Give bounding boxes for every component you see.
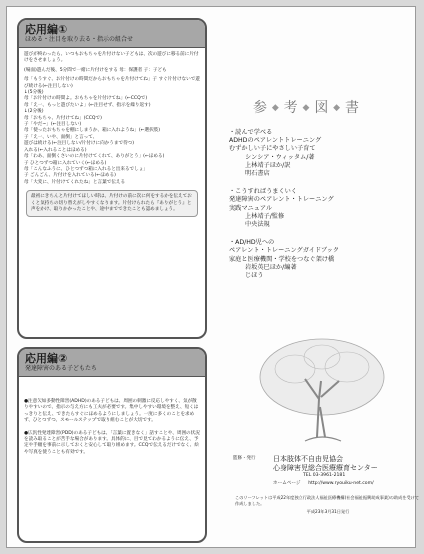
ref-title-line: 家庭と医療機関・学校をつなぐ架け橋 [229, 255, 335, 263]
card-body [19, 48, 205, 217]
ref-title-line: ・AD/HD児への [229, 239, 275, 247]
publisher-phone: TEL 03-3961-2181 [303, 473, 346, 479]
application-card-1 [17, 18, 207, 339]
card-subtitle: ほめる・注目を取り去る・指示の組合せ [25, 36, 134, 43]
title-separator-dot: ◆ [298, 103, 315, 113]
dialogue-step: 子 ひとつずつ箱に入れていく(←ほめる) [24, 160, 107, 166]
publisher-label: 監修・発行 [233, 456, 256, 461]
reference-item [229, 188, 419, 229]
scene-description: (場面)遊んだ後、5分間で一緒に片付けをする 母：保護者 子：子ども [24, 67, 167, 73]
publisher-row [233, 455, 423, 487]
ref-publisher: じほう [245, 272, 264, 280]
dialogue-step: 子 ごんごん、片付けを入れている(←ほめる) [24, 173, 116, 179]
dialogue-step: 遊びは続ける(←注目しない/片付けに向かうまで待つ) [24, 141, 135, 147]
dialogue-step: ↓(5分後) [24, 90, 44, 96]
ref-title-line: 発達障害のペアレント・トレーニング [229, 196, 334, 204]
dialogue-steps [24, 77, 200, 186]
ref-title-line: ADHDのペアレントトレーニング [229, 137, 322, 145]
references-title [253, 97, 360, 117]
adhd-paragraph: ●注意欠如多動性障害(ADHD)のある子どもは、周囲の刺激に反応しやすく、気が散りやすいので、指示の与え方にも工夫が必要です。集中しやすい環境を整え、短くはっきりと伝え、できたらすぐにほめるようにしましょう。一度に多くのことを求めず、ひとつずつ、スモールステップで取り組むことが大切です。 [24, 399, 199, 424]
dialogue-step: 母「もうすぐ、お片付けの時間だからおもちゃを片付けてね」子 すぐ片付けないで遊び続ける(←注目しない) [24, 77, 200, 89]
application-card-2 [17, 347, 207, 543]
publisher-org-1: 日本肢体不自由児協会 [273, 455, 343, 463]
card-title: 応用編② [25, 352, 68, 365]
title-character: 図 [314, 100, 330, 116]
card-header [19, 349, 205, 377]
publisher-org-2: 心身障害児総合医療療育センター [273, 463, 378, 472]
title-separator-dot: ◆ [268, 103, 284, 113]
ref-author: 岩坂英巳ほか/編著 [245, 263, 297, 271]
dialogue-step: 母「おもちゃ、片付けてね」(CCQで) [24, 115, 102, 121]
dialogue-step: 入れる(←入れることはほめる) [24, 147, 87, 153]
publish-date: 平成23年3月31日発行 [306, 509, 350, 515]
dialogue-step: ↓(2分後) [24, 109, 44, 115]
homepage-link[interactable]: http://www.ryouiku-net.com/ [308, 480, 374, 486]
reference-list [229, 129, 419, 290]
tree-illustration [255, 337, 389, 447]
dialogue-step: 母「え一、もっと遊びたいよ」(←注目せず、指示を繰り返す) [24, 102, 151, 108]
tip-note: 最初にきちんと片付けてほしい時は、片付けの前に次に何をするかを伝えておくと気持ちの切り替えがしやすくなります。片付けられたら『ありがとう』と声をかけ、取りかかったことや、途中までできたことも認めましょう。 [26, 190, 198, 217]
references-title-text [253, 100, 360, 116]
dialogue-step: 母「大変に、片付けてくれたね」と言葉で伝える [24, 179, 126, 185]
ref-title-line: ・読んで学べる [229, 129, 273, 136]
dialogue-step: 子「やだ~」(←注目しない) [24, 122, 82, 128]
dialogue-step: 母「こんなふうに、ひとつずつ箱に入れると出来るでしょ」 [24, 166, 148, 172]
title-separator-dot: ◆ [329, 103, 345, 113]
ref-title-line: ペアレント・トレーニングガイドブック [229, 247, 340, 255]
pdd-paragraph: ●広汎性発達障害(PDD)のある子どもは、「言葉に置きなく」話すことや、周囲の状況を読み取ることが苦手な場合があります。具体的に、目で見てわかるように伝え、予定や手順を事前に示しておくと安心して取り組めます。CCQで伝えるだけでなく、絵や写真を使うことも有効です。 [24, 430, 200, 455]
ref-title-line: 実践マニュアル [229, 204, 273, 212]
ref-author: 上林靖子/監修 [245, 212, 285, 220]
card-intro: 遊びが終わったら、いつもおもちゃを片付けない子どもは、次の遊びに移る前に片付けをさせましょう。 [24, 52, 199, 64]
card-title: 応用編① [25, 23, 68, 36]
funding-note: このリーフレットは平成22年度独立行政法人福祉医療機構(社会福祉振興助成事業)の助成を受けて作成しました。 [235, 495, 420, 507]
leaflet-page [6, 6, 420, 548]
ref-author: シンシア・ウィッタム/著 [245, 153, 315, 161]
dialogue-step: 母「お片付けの時間よ。おもちゃを片付けてね」(←CCQで) [24, 96, 148, 102]
card-subtitle: 発達障害のある子どもたち [25, 365, 98, 372]
ref-title-line: ・こうすればうまくいく [229, 188, 298, 196]
title-character: 考 [283, 100, 299, 116]
card-header [19, 20, 205, 48]
reference-item [229, 239, 419, 280]
ref-publisher: 明石書店 [245, 170, 270, 178]
title-character: 書 [344, 100, 360, 116]
dialogue-step: 子「え一、いや、面倒」と言って、 [24, 134, 98, 140]
ref-translator: 上林靖子ほか/訳 [245, 161, 291, 169]
title-character: 参 [253, 100, 268, 116]
ref-title-line: むずかしい子にやさしい子育て [229, 145, 316, 153]
reference-item [229, 129, 419, 178]
dialogue-step: 母「使ったおもちゃを棚にしまうか、箱に入れようね」(←選択肢) [24, 128, 161, 134]
publisher-names [273, 455, 378, 487]
ref-publisher: 中央法規 [245, 221, 270, 229]
card-body [19, 377, 205, 456]
publisher-block [233, 455, 423, 516]
dialogue-step: 母「わあ、面倒くさいのに片付けてくれて、ありがとう」(←ほめる) [24, 154, 165, 160]
homepage-label: ホームページ [273, 480, 301, 486]
